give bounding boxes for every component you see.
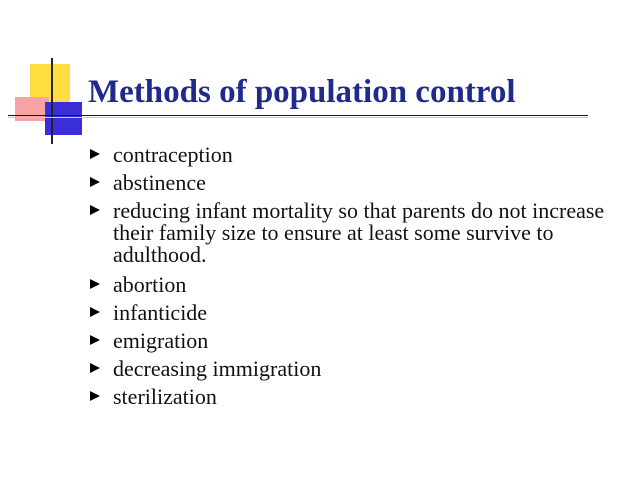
triangle-bullet-icon <box>90 335 100 345</box>
triangle-bullet-icon <box>90 279 100 289</box>
bullet-text: sterilization <box>113 384 217 409</box>
bullet-item <box>90 172 610 194</box>
bullet-item <box>90 274 610 296</box>
bullet-text: abstinence <box>113 170 206 195</box>
bullet-text: infanticide <box>113 300 208 325</box>
bullet-text: decreasing immigration <box>113 356 322 381</box>
triangle-bullet-icon <box>90 391 100 401</box>
title-underline <box>8 115 588 116</box>
bullet-item <box>90 358 610 380</box>
bullet-text: contraception <box>113 142 233 167</box>
bullet-text: abortion <box>113 272 187 297</box>
bullet-item <box>90 144 610 166</box>
triangle-bullet-icon <box>90 307 100 317</box>
bullet-text: reducing infant mortality so that parents do not increase their family size to ensure at least some survive to adulthood. <box>113 198 605 267</box>
slide-title: Methods of population control <box>88 74 516 110</box>
triangle-bullet-icon <box>90 177 100 187</box>
bullet-list <box>90 144 610 414</box>
triangle-bullet-icon <box>90 205 100 215</box>
bullet-item <box>90 302 610 324</box>
triangle-bullet-icon <box>90 149 100 159</box>
vertical-rule <box>51 58 53 144</box>
bullet-item <box>90 200 610 266</box>
bullet-item <box>90 386 610 408</box>
triangle-bullet-icon <box>90 363 100 373</box>
bullet-text: emigration <box>113 328 209 353</box>
title-underline-shadow <box>8 117 588 118</box>
bullet-item <box>90 330 610 352</box>
